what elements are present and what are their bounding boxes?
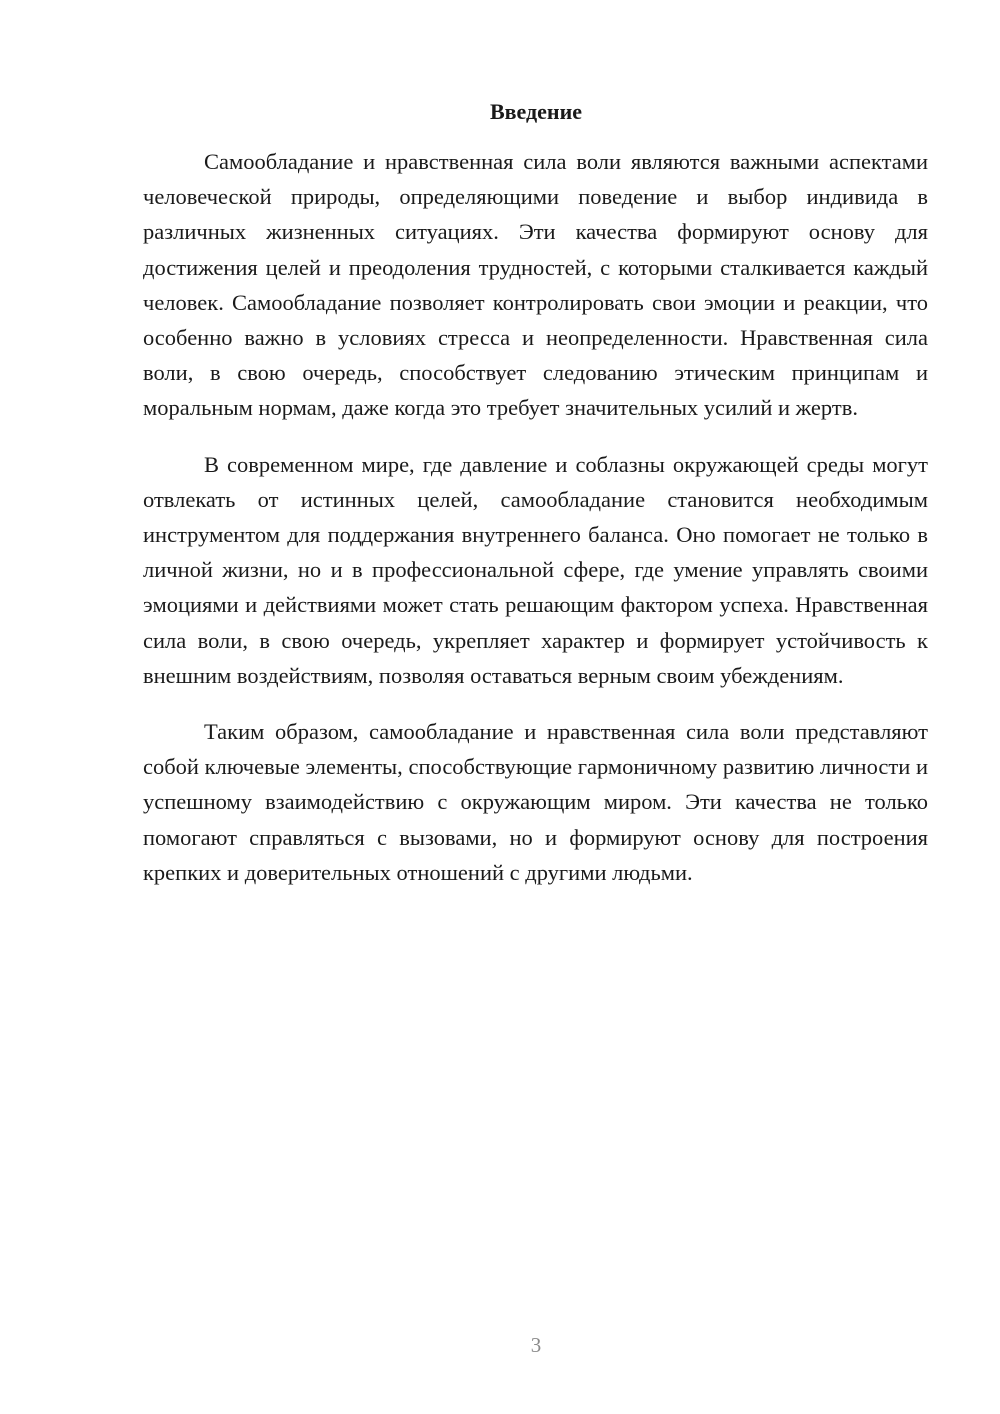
section-title: Введение [489,99,583,124]
paragraph-2: В современном мире, где давление и соблазны окружающей среды могут отвлекать от истинных целей, самообладание становится необходимым инструментом для поддержания внутреннего баланса. Оно помогает не только в личной жизни, но и в профессиональной сфере, где умение управлять своими эмоциями и действиями может стать решающим фактором успеха. Нравственная сила воли, в свою очередь, укрепляет характер и формирует устойчивость к внешним воздействиям, позволяя оставаться верным своим убеждениям. [143,451,928,688]
page-number: 3 [530,1333,542,1357]
paragraph-1: Самообладание и нравственная сила воли являются важными аспектами человеческой природы, определяющими поведение и выбор индивида в различных жизненных ситуациях. Эти качества формируют основу для достижения целей и преодоления трудностей, с которыми сталкивается каждый человек. Самообладание позволяет контролировать свои эмоции и реакции, что особенно важно в условиях стресса и неопределенности. Нравственная сила воли, в свою очередь, способствует следованию этическим принципам и моральным нормам, даже когда это требует значительных усилий и жертв. [143,149,928,421]
body-text [143,144,928,890]
paragraph-3: Таким образом, самообладание и нравственная сила воли представляют собой ключевые элементы, способствующие гармоничному развитию личности и успешному взаимодействию с окружающим миром. Эти качества не только помогают справляться с вызовами, но и формируют основу для построения крепких и доверительных отношений с другими людьми. [143,719,928,885]
